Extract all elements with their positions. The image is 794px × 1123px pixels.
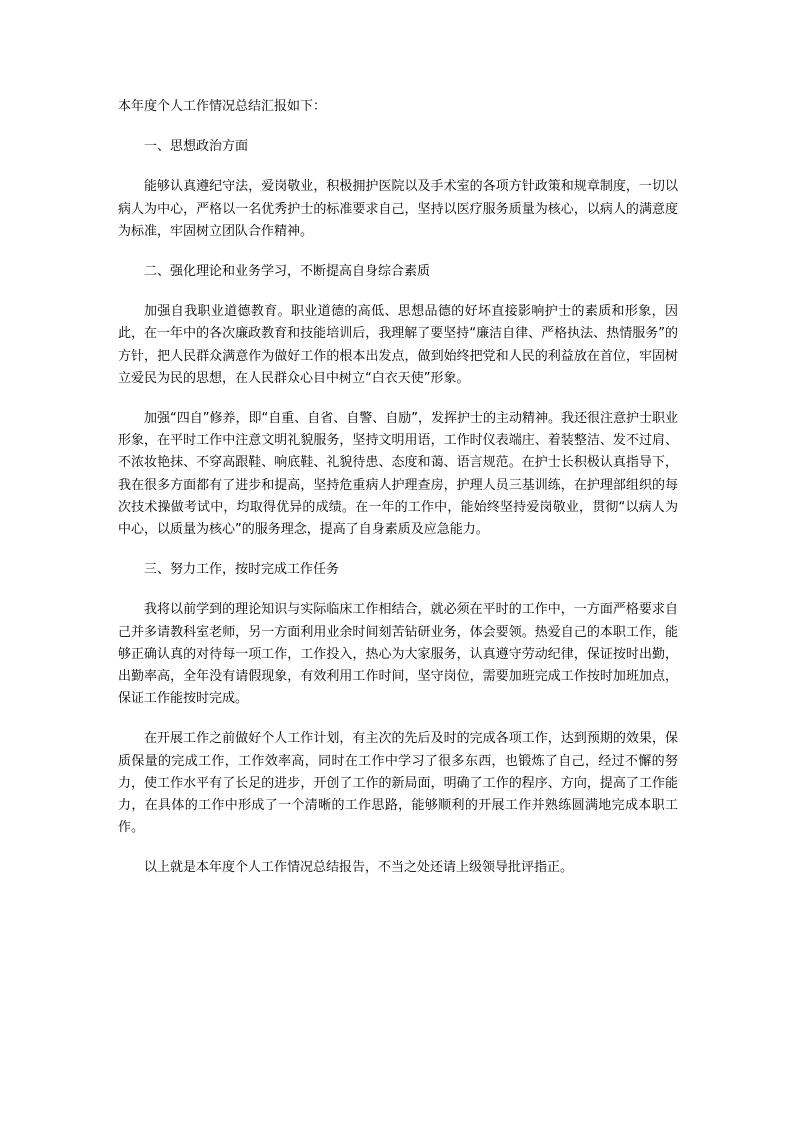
paragraph-gap	[118, 158, 678, 176]
paragraph-gap	[118, 243, 678, 261]
paragraph-gap	[118, 390, 678, 408]
intro-line: 本年度个人工作情况总结汇报如下：	[118, 99, 327, 114]
paragraph: 能够认真遵纪守法，爱岗敬业，积极拥护医院以及手术室的各项方针政策和规章制度，一切以病人为中心，严格以一名优秀护士的标准要求自己，坚持以医疗服务质量为核心，以病人的满意度为标准，牢固树立团队合作精神。	[118, 179, 678, 239]
paragraph: 加强自我职业道德教育。职业道德的高低、思想品德的好坏直接影响护士的素质和形象，因此，在一年中的各次廉政教育和技能培训后，我理解了要坚持“廉洁自律、严格执法、热情服务”的方针，把人民群众满意作为做好工作的根本出发点，做到始终把党和人民的利益放在首位，牢固树立爱民为民的思想，在人民群众心目中树立“白衣天使”形象。	[118, 304, 678, 386]
paragraph: 加强“四自”修养，即“自重、自省、自警、自励”，发挥护士的主动精神。我还很注意护士职业形象，在平时工作中注意文明礼貌服务，坚持文明用语，工作时仪表端庄、着装整洁、发不过肩、不浓妆艳抹、不穿高跟鞋、响底鞋、礼貌待患、态度和蔼、语言规范。在护士长积极认真指导下，我在很多方面都有了进步和提高，坚持危重病人护理查房，护理人员三基训练，在护理部组织的每次技术操做考试中，均取得优异的成绩。在一年的工作中，能始终坚持爱岗敬业，贯彻“以病人为中心，以质量为核心”的服务理念，提高了自身素质及应急能力。	[118, 411, 678, 538]
paragraph-gap	[118, 581, 678, 599]
paragraph-gap	[118, 118, 678, 136]
paragraph-gap	[118, 839, 678, 857]
section-heading-3: 三、努力工作，按时完成工作任务	[144, 562, 340, 578]
paragraph-gap	[118, 710, 678, 728]
paragraph-gap	[118, 283, 678, 301]
closing-paragraph: 以上就是本年度个人工作情况总结报告，不当之处还请上级领导批评指正。	[144, 860, 574, 876]
paragraph-gap	[118, 541, 678, 559]
document-body	[118, 96, 678, 880]
paragraph: 在开展工作之前做好个人工作计划，有主次的先后及时的完成各项工作，达到预期的效果，保质保量的完成工作，工作效率高，同时在工作中学习了很多东西，也锻炼了自己，经过不懈的努力，使工作水平有了长足的进步，开创了工作的新局面，明确了工作的程序、方向，提高了工作能力，在具体的工作中形成了一个清晰的工作思路，能够顺利的开展工作并熟练圆满地完成本职工作。	[118, 731, 678, 836]
section-heading-1: 一、思想政治方面	[144, 139, 249, 155]
section-heading-2: 二、强化理论和业务学习，不断提高自身综合素质	[144, 264, 431, 280]
paragraph: 我将以前学到的理论知识与实际临床工作相结合，就必须在平时的工作中，一方面严格要求自己并多请教科室老师，另一方面利用业余时间刻苦钻研业务，体会要领。热爱自己的本职工作，能够正确认真的对待每一项工作，工作投入，热心为大家服务，认真遵守劳动纪律，保证按时出勤，出勤率高，全年没有请假现象，有效利用工作时间，坚守岗位，需要加班完成工作按时加班加点，保证工作能按时完成。	[118, 602, 678, 707]
